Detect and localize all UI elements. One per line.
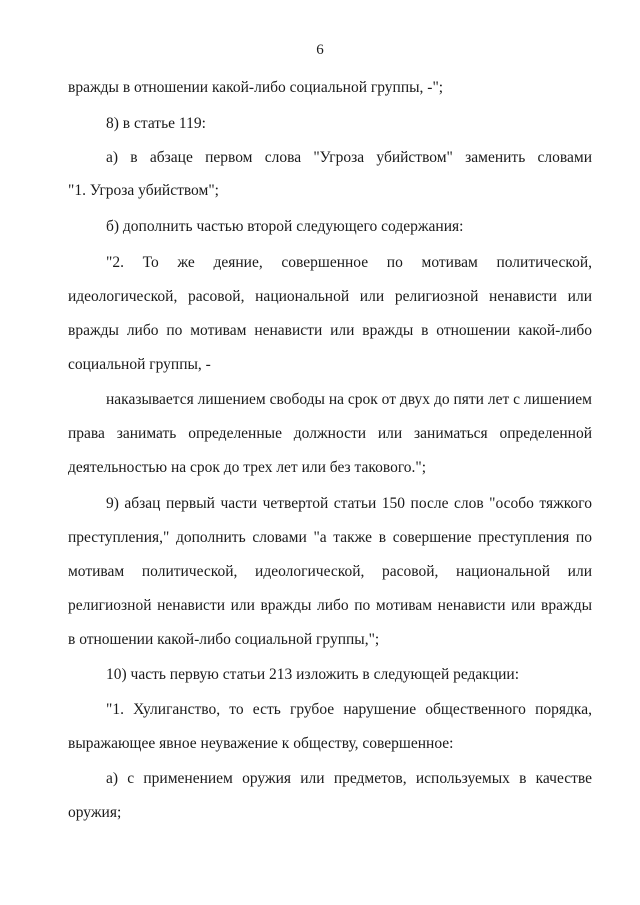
text-line: религиозной ненависти или вражды либо по мотивам ненависти или вражды (68, 597, 592, 614)
text-line: 8) в статье 119: (106, 115, 206, 132)
text-line: 10) часть первую статьи 213 изложить в следующей редакции: (106, 666, 520, 683)
text-line: выражающее явное неуважение к обществу, совершенное: (68, 735, 454, 752)
text-line: вражды либо по мотивам ненависти или вражды в отношении какой-либо (68, 322, 592, 339)
text-line: "2. То же деяние, совершенное по мотивам политической, (106, 254, 592, 271)
text-line: идеологической, расовой, национальной или религиозной ненависти или (68, 288, 592, 305)
text-line: б) дополнить частью второй следующего содержания: (106, 218, 464, 235)
page-number: 6 (316, 42, 324, 58)
text-line: а) в абзаце первом слова "Угроза убийством" заменить словами (106, 149, 592, 166)
text-line: мотивам политической, идеологической, расовой, национальной или (68, 563, 592, 580)
text-line: "1. Угроза убийством"; (68, 182, 219, 199)
text-line: в отношении какой-либо социальной группы,"; (68, 631, 380, 648)
text-line: права занимать определенные должности или заниматься определенной (68, 425, 592, 442)
text-line: "1. Хулиганство, то есть грубое нарушение общественного порядка, (106, 701, 592, 718)
text-line: вражды в отношении какой-либо социальной группы, -"; (68, 79, 444, 96)
text-line: деятельностью на срок до трех лет или без такового."; (68, 459, 427, 476)
text-line: социальной группы, - (68, 356, 211, 373)
text-line: а) с применением оружия или предметов, используемых в качестве (106, 770, 592, 787)
text-line: наказывается лишением свободы на срок от двух до пяти лет с лишением (106, 391, 592, 408)
text-line: оружия; (68, 804, 122, 821)
text-line: преступления," дополнить словами "а также в совершение преступления по (68, 529, 592, 546)
text-line: 9) абзац первый части четвертой статьи 150 после слов "особо тяжкого (106, 495, 592, 512)
